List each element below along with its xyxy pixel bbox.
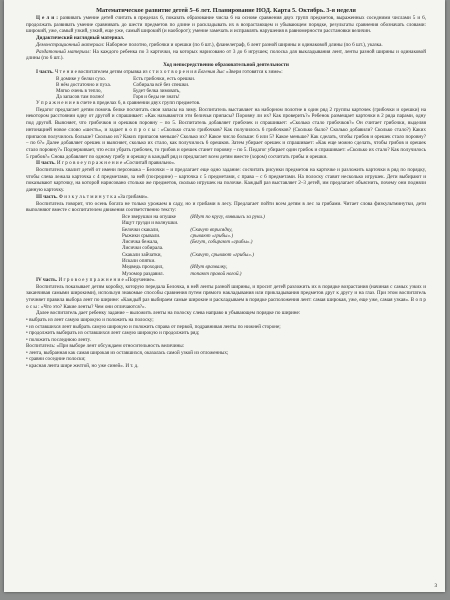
- list-item: • красная лента шире желтой, но уже синей». И т. д.: [26, 363, 426, 370]
- part4-heading: [26, 277, 426, 284]
- part2-title: «Сосчитай правильно».: [123, 160, 176, 167]
- verse-line: Белочки скакали,: [122, 226, 160, 233]
- verse-action: (Идут вразвалку,: [190, 264, 228, 271]
- verse-action: (Идут по кругу, взявшись за руки.): [190, 213, 265, 220]
- handout-text: На каждого ребенка по 3 карточки, на которых нарисовано от 3 до 6 игрушек; полоска для выкладывания лент, ленты разной ширины и одинаковой длины (по 6 шт.).: [26, 48, 426, 62]
- list-item: • продолжить выбирать из оставшихся лент самую широкую и продолжить ряд;: [26, 330, 426, 337]
- part1-intro: [26, 69, 426, 76]
- demo-material: [26, 42, 426, 49]
- handout-material: [26, 49, 426, 62]
- part1-spaced: Ч т е н и е: [54, 68, 77, 75]
- material-heading: Дидактический наглядный материал.: [36, 35, 125, 42]
- part4-spaced: И г р о в о е у п р а ж н е н и е: [58, 276, 124, 283]
- goals-text: развивать умение детей считать в пределах 6, показать образование числа 6 на основе сравнения двух групп предметов, выраженных соседними числами 5 и 6, продолжать развивать умение сравнивать до шести предметов по длине и раскладывать их в возрастающем и убывающем порядке, результаты сравнения обозначать словами: широкий, уже, самый узкий, узкий, еще уже, самый широкий (и наоборот); умение замечать и исправлять нарушения в равномерности расстановки величин.: [26, 15, 426, 35]
- list-item: • лента, выбранная как самая широкая из оставшихся, оказалась самой узкой из отложенных;: [26, 350, 426, 357]
- part1-author: Евгения Зыс: [197, 68, 225, 75]
- verse-action: топают правой ногой.): [190, 270, 242, 277]
- course-heading: Ход непосредственно образовательной деятельности: [163, 61, 289, 68]
- part2-label: II часть.: [36, 160, 56, 167]
- demo-label: Демонстрационный материал:: [36, 41, 105, 48]
- poem-line: Будет белка зимовать,: [133, 87, 181, 94]
- poem-line: В нём достаточно и пуха.: [56, 81, 112, 88]
- poem-line: Мягко очень в тепло,: [56, 87, 102, 94]
- bullet-list-2: [26, 350, 426, 370]
- part1-text-b: «Звери готовятся к зиме»:: [226, 68, 283, 75]
- poem-line: Горя и беды не знать!: [133, 93, 180, 100]
- verse-line: Ищут грузди и волнушки.: [122, 220, 179, 227]
- paragraph-6: Воспитатель: «При выборе лент обсуждаем относительность величины:: [26, 343, 185, 350]
- poem-table: [56, 76, 217, 100]
- exercise1-label: У п р а ж н е н и е: [36, 100, 76, 106]
- page-content: [26, 7, 426, 369]
- paragraph-1: Педагог предлагает детям помочь белке посчитать свои запасы на зиму. Воспитатель выставляет на наборном полотне в один ряд 2 группы карточек (грибочки и орешки) на некотором расстоянии одну от другой и спрашивает: «Как называются эти беличьи припасы? Поровну ли их? Как проверить?» Ребенок размещает карточки в 2 ряда парами, одну под другой. Выясняет, что грибочков и орешков поровну – по 5. Воспитатель добавляет грибочек и спрашивает: «Сколько стало грибочков?» Он считает грибочки, выделяя интонацией новое слово «шесть», и задает в о п р о с ы : «Сколько стало грибочков? Как получилось 6 грибочков? (Сколько было? Сколько добавили? Сколько стало?) Каких припасов получилось больше? Сколько их? Каких припасов меньше? Сколько их? Какое число больше: 6 или 5? Какое меньше? Как сделать, чтобы грибов и орешек стало поровну? – по 6?» Далее добавляет орешек и выясняет, сколько их стало, как получилось 6 орешков. Затем убирает орешек и спрашивает: «Как еще можно сделать, чтобы грибов и орешек стало поровну?» Подчеркивает, что если убрать грибочек, то грибов и орешек станет поровну – по 5. Педагог убирает один грибок и спрашивает: «Сколько их стало? Как получилось 5 грибов?» Снова добавляет по одному грибу и орешку в каждый ряд и предлагает всем детям вместе (хором) сосчитать грибы и орешки.: [26, 106, 426, 160]
- paragraph-2: Воспитатель хвалит детей от имени персонажа – Белочки – и предлагает еще одно задание: сосчитать рисунки предметов на карточке и разложить карточки в ряд по порядку, чтобы слева лежала карточка с 4 предметами, за ней (посредине) – карточка с 5 предметами, с правa – с 6 предметами. На полоску ставит несколько игрушек. Дети выбирают и показывают карточку, на которой нарисовано столько же предметов, сколько игрушек на полочке. Каждый раз выставляет 2–3 детей, им предлагает объяснить, почему они подняли данную карточку.: [26, 167, 426, 194]
- poem-line: Есть грибочки, есть орешки.: [133, 75, 196, 82]
- part3-heading: [26, 194, 426, 201]
- part3-label: III часть.: [36, 193, 58, 200]
- demo-text: Наборное полотно, грибочки и орешки (по 6 шт.), фланелеграф, 6 лент разной ширины и одинаковой длины (по 6 шт.), указка.: [105, 41, 383, 48]
- list-item: • положить последнюю ленту.: [26, 337, 426, 344]
- verse-line: Скакали зайчатки,: [122, 251, 162, 258]
- verse-action: (Скачут, срывают «грибы».): [190, 251, 254, 258]
- verse-line: Медведь проходил,: [122, 264, 164, 271]
- handout-label: Раздаточный материал:: [36, 48, 92, 55]
- bullet-list-1: [26, 317, 426, 343]
- paragraph-5: Далее воспитатель дает ребенку задание – выложить ленты на полоску слева направо в убывающем порядке по ширине:: [36, 310, 301, 317]
- list-item: • сравни соседние полоски;: [26, 356, 426, 363]
- part3-spaced: Ф и з к у л ь т м и н у т к а: [58, 193, 117, 200]
- verse-line: Рыжики срывали.: [122, 232, 161, 239]
- verse-action: (Скачут вприсядку,: [190, 226, 233, 233]
- verse-action: срывают «грибы».): [190, 232, 234, 239]
- poem-line: В домике у белки сухо.: [56, 75, 107, 82]
- exercise1-heading: [26, 100, 426, 107]
- part1-text-a: воспитателем детям отрывка из: [78, 68, 148, 75]
- poem-line: Да запасов там полно!: [56, 93, 105, 100]
- paragraph-4: Воспитатель показывает детям коробку, которую передала Белочка, в ней ленты разной ширины, и просит детей разложить их в порядке возрастания (начиная с самых узких и заканчивая самыми широкими), используя знакомые способы сравнения путем прямого накладывания или прикладывания предметов друг к другу и на глаз. При этом воспитатель уточняет правила выбора лент по ширине: «Каждый раз выбираем самые широкие и раскладываем в порядке расположения лент: самая широкая, уже, еще уже, самая узкая». В о п р о с ы : «Что это? Какие ленты? Чем они отличаются?».: [26, 283, 426, 310]
- part1-label: I часть.: [36, 68, 54, 75]
- part4-label: IV часть.: [36, 276, 58, 283]
- goals-paragraph: [26, 15, 426, 35]
- part3-title: «За грибами».: [117, 193, 149, 200]
- verse-line: Лисичка бежала,: [122, 239, 159, 246]
- paragraph-3: Воспитатель говорит, что осень богата не только урожаем в саду, но и грибами в лесу. Предлагает пойти всем детям в лес за грибами. Читает слова физкультминутки, дети выполняют вместе с воспитателем движения соответственно тексту:: [26, 200, 426, 214]
- document-page: [4, 0, 445, 592]
- verse-line: Искали опятки.: [122, 258, 156, 265]
- part4-title: «Поручение».: [125, 276, 156, 283]
- poem-line: Собирала всё без спешки.: [133, 81, 190, 88]
- part1-spaced2: с т и х о т в о р е н и я: [148, 68, 197, 75]
- page-number: 3: [434, 584, 437, 589]
- exercise-verse: [122, 214, 277, 277]
- part2-spaced: И г р о в о е у п р а ж н е н и е: [56, 160, 123, 167]
- list-item: • из оставшихся лент выбрать самую широкую и положить справа от первой, подравнивая ленты по нижней стороне;: [26, 324, 426, 331]
- verse-line: Лисички собирала.: [122, 245, 164, 252]
- exercise1-title: в счете в пределах 6, в сравнении двух групп предметов.: [76, 100, 201, 106]
- page-title: Математическое развитие детей 5–6 лет. Планирование НОД. Карта 5. Октябрь. 3-я неделя: [96, 7, 356, 14]
- verse-line: Мухомор раздавил.: [122, 270, 164, 277]
- verse-line: Все зверушки на опушке: [122, 213, 176, 220]
- goals-label: Ц е л и :: [36, 15, 58, 21]
- poem-row: [56, 76, 217, 82]
- list-item: • выбрать из лент самую широкую и положить на полоску;: [26, 317, 426, 324]
- verse-action: (Бегут, собирают «грибы».): [190, 239, 253, 246]
